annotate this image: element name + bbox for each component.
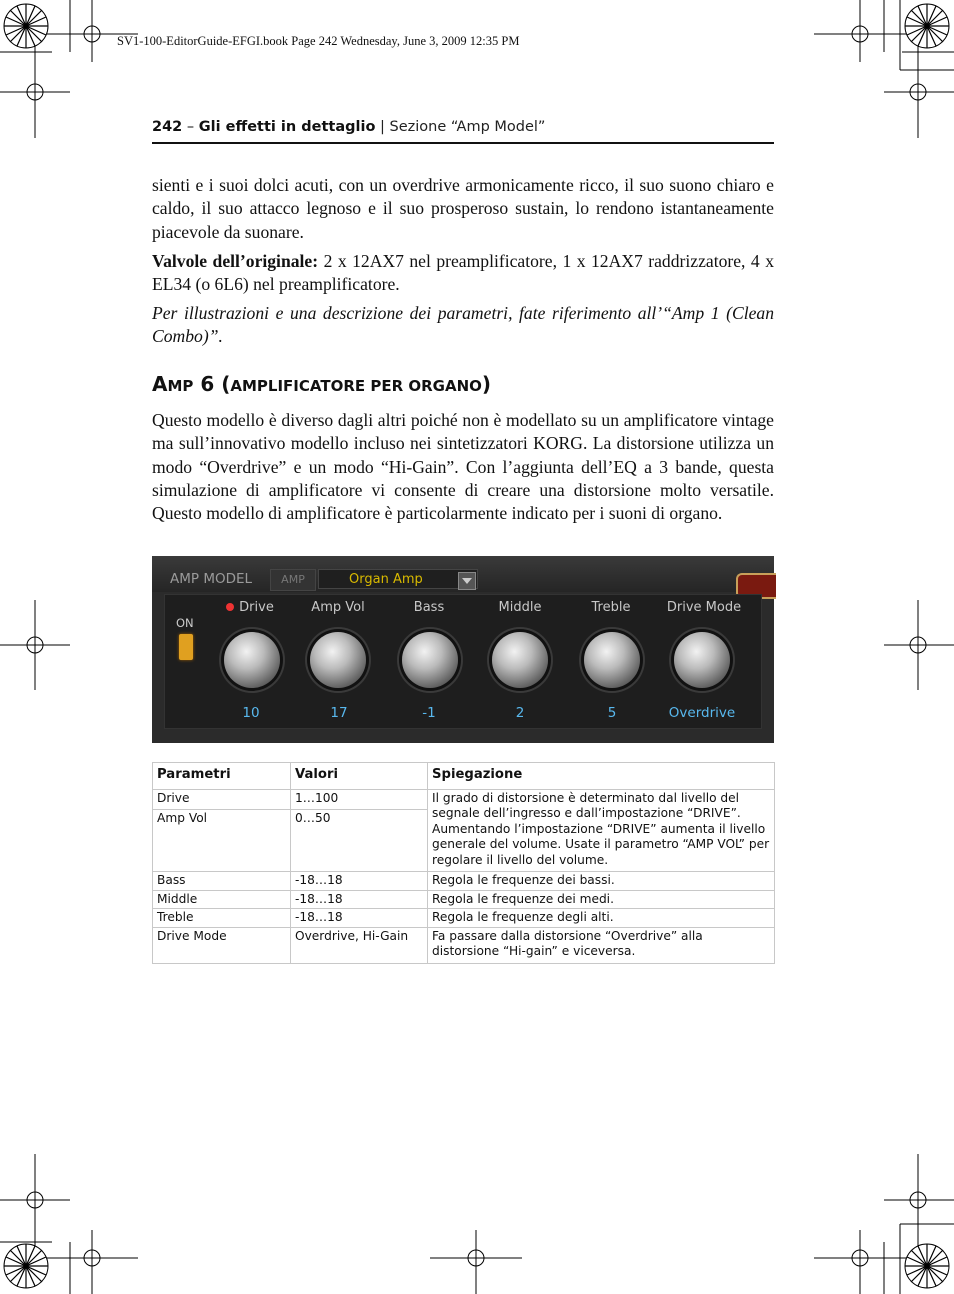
table-cell: Middle — [153, 890, 291, 909]
knob-value-drive-mode: Overdrive — [668, 705, 736, 721]
print-slug: SV1-100-EditorGuide-EFGI.book Page 242 Wednesday, June 3, 2009 12:35 PM — [117, 34, 520, 48]
table-cell: 0…50 — [291, 810, 428, 872]
on-label: ON — [176, 616, 194, 630]
amp-vol-knob[interactable] — [310, 632, 366, 688]
drive-knob[interactable] — [224, 632, 280, 688]
table-header: Valori — [291, 763, 428, 790]
paragraph-4: Questo modello è diverso dagli altri poiché non è modellato su un amplificatore vintage ma sull’innovativo modello incluso nei sintetizzatori KORG. La distorsione utilizza un modo “Overdrive” e un modo “Hi-Gain”. Con l’aggiunta dell’EQ a 3 bande, questa simulazione di amplificatore vi consente di creare una distorsione molto versatile. Questo modello di amplificatore è particolarmente indicato per i suoni di organo. — [152, 410, 774, 524]
drive-led-icon — [226, 603, 234, 611]
knob-value-amp-vol: 17 — [330, 705, 348, 721]
table-cell: Bass — [153, 872, 291, 891]
knob-label-amp-vol: Amp Vol — [311, 600, 365, 615]
table-cell: -18…18 — [291, 890, 428, 909]
section-heading: AMP 6 (AMPLIFICATORE PER ORGANO) — [152, 372, 492, 396]
table-cell: Il grado di distorsione è determinato dal livello del segnale dell’ingresso e dall’impostazione “DRIVE”. Aumentando l’impostazione “DRIVE” aumenta il livello generale del volume. Usate il parametro “AMP VOL” per regolare il livello del volume. — [428, 789, 775, 872]
knob-label-drive: Drive — [200, 600, 300, 615]
running-head — [152, 119, 774, 135]
section-title: Sezione “Amp Model” — [389, 119, 546, 135]
knob-value-bass: -1 — [422, 705, 436, 721]
knob-label-drive-mode: Drive Mode — [666, 600, 742, 615]
table-row — [153, 789, 775, 810]
parameters-table — [152, 762, 775, 964]
table-cell: Fa passare dalla distorsione “Overdrive” alla distorsione “Hi-gain” e viceversa. — [428, 927, 775, 963]
amp-model-panel — [152, 556, 774, 743]
table-row — [153, 872, 775, 891]
knob-label-bass: Bass — [413, 600, 445, 615]
knob-label-treble: Treble — [591, 600, 631, 615]
paragraph-3: Per illustrazioni e una descrizione dei parametri, fate riferimento all’“Amp 1 (Clean Combo)”. — [152, 303, 774, 347]
bass-knob[interactable] — [402, 632, 458, 688]
table-cell: Regola le frequenze dei medi. — [428, 890, 775, 909]
table-row — [153, 890, 775, 909]
table-cell: Treble — [153, 909, 291, 928]
table-cell: Amp Vol — [153, 810, 291, 872]
table-cell: -18…18 — [291, 872, 428, 891]
table-cell: -18…18 — [291, 909, 428, 928]
tubes-label: Valvole dell’originale: — [152, 251, 319, 271]
treble-knob[interactable] — [584, 632, 640, 688]
chevron-down-icon[interactable] — [458, 572, 476, 590]
knob-value-middle: 2 — [515, 705, 525, 721]
table-cell: Drive — [153, 789, 291, 810]
tubes-text: 2 x 12AX7 nel preamplificatore, 1 x 12AX7 raddrizzatore, 4 x EL34 (o 6L6) nel preamplificatore. — [152, 251, 774, 295]
table-header: Parametri — [153, 763, 291, 790]
middle-knob[interactable] — [492, 632, 548, 688]
running-head-dash: – — [182, 119, 199, 135]
knob-value-treble: 5 — [607, 705, 617, 721]
amp-model-title: AMP MODEL — [170, 571, 253, 587]
table-row — [153, 927, 775, 963]
header-rule — [152, 142, 774, 144]
table-cell: 1…100 — [291, 789, 428, 810]
knob-value-drive: 10 — [242, 705, 260, 721]
chapter-title: Gli effetti in dettaglio — [198, 119, 376, 135]
table-cell: Regola le frequenze degli alti. — [428, 909, 775, 928]
table-header: Spiegazione — [428, 763, 775, 790]
on-switch[interactable] — [179, 634, 193, 660]
amp-tag: AMP — [270, 569, 316, 591]
table-cell: Overdrive, Hi-Gain — [291, 927, 428, 963]
table-cell: Drive Mode — [153, 927, 291, 963]
paragraph-2 — [152, 250, 774, 297]
paragraph-1: sienti e i suoi dolci acuti, con un overdrive armonicamente ricco, il suo suono chiaro e caldo, il suo attacco legnoso e il suo prosperoso sustain, lo rendono istantaneamente piacevole da suonare. — [152, 175, 774, 242]
table-row — [153, 909, 775, 928]
knob-label-middle: Middle — [498, 600, 542, 615]
page-number: 242 — [152, 119, 183, 135]
table-cell: Regola le frequenze dei bassi. — [428, 872, 775, 891]
amp-model-select[interactable]: Organ Amp — [318, 569, 478, 589]
running-head-separator: | — [375, 119, 390, 135]
table-header-row — [153, 763, 775, 790]
drive-mode-knob[interactable] — [674, 632, 730, 688]
